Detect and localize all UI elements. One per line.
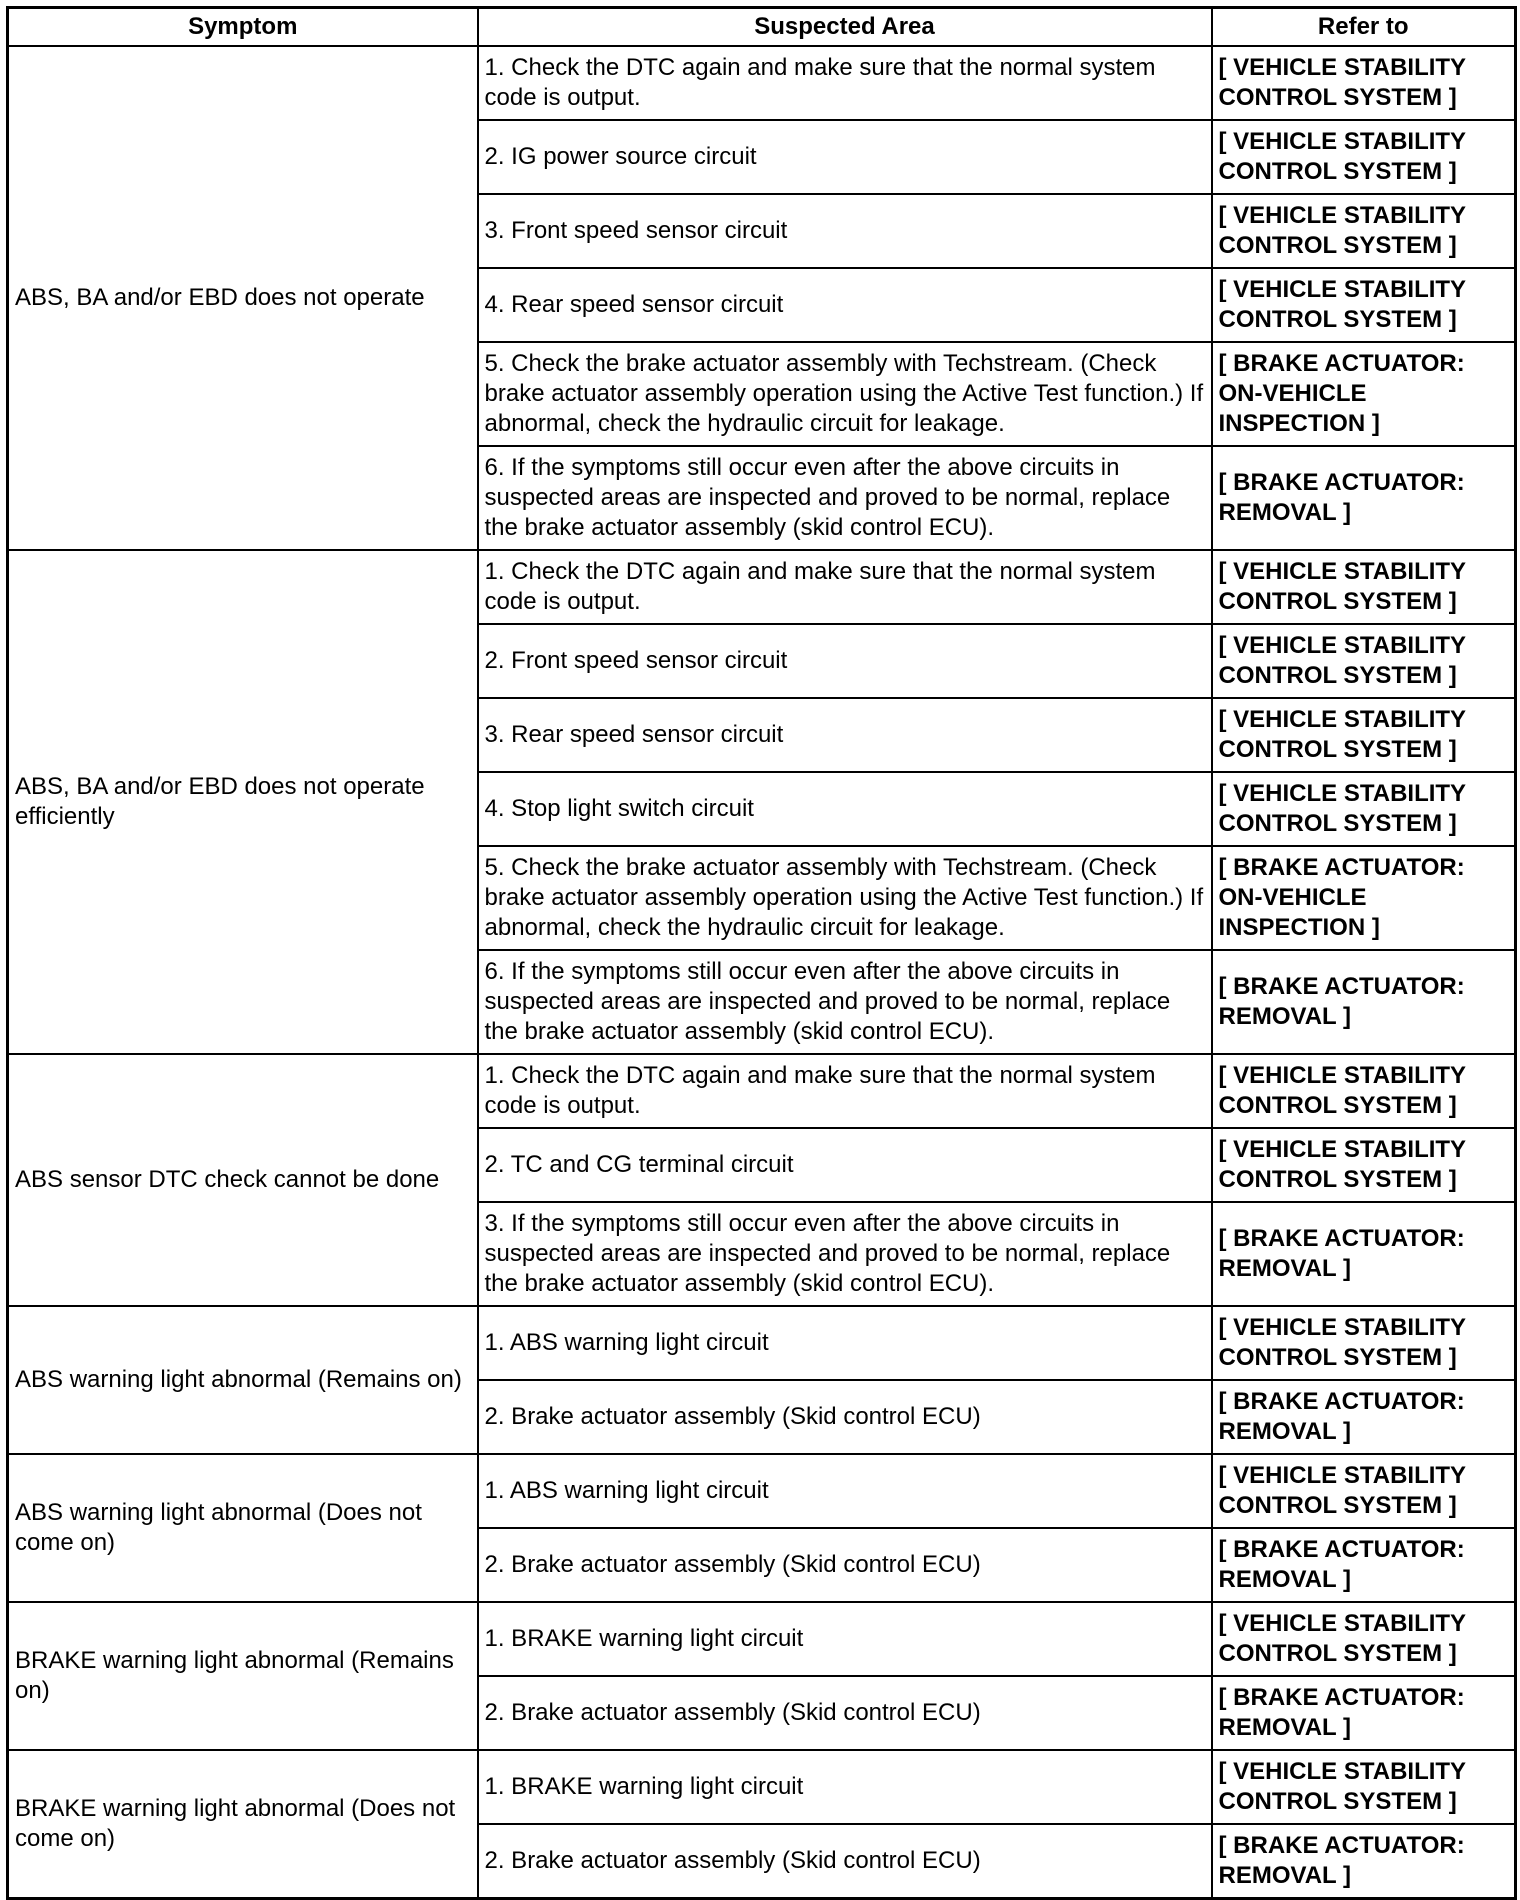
suspected-area-cell: 2. Brake actuator assembly (Skid control ECU) [478, 1824, 1212, 1899]
refer-to-cell: [ VEHICLE STABILITY CONTROL SYSTEM ] [1212, 1054, 1516, 1128]
refer-to-cell: [ VEHICLE STABILITY CONTROL SYSTEM ] [1212, 1306, 1516, 1380]
refer-to-cell: [ BRAKE ACTUATOR: REMOVAL ] [1212, 1380, 1516, 1454]
refer-to-cell: [ BRAKE ACTUATOR: REMOVAL ] [1212, 1202, 1516, 1306]
refer-to-cell: [ VEHICLE STABILITY CONTROL SYSTEM ] [1212, 624, 1516, 698]
suspected-area-cell: 5. Check the brake actuator assembly with Techstream. (Check brake actuator assembly operation using the Active Test function.) If abnormal, check the hydraulic circuit for leakage. [478, 846, 1212, 950]
suspected-area-cell: 1. BRAKE warning light circuit [478, 1750, 1212, 1824]
header-row [8, 8, 1516, 47]
refer-to-cell: [ VEHICLE STABILITY CONTROL SYSTEM ] [1212, 1454, 1516, 1528]
table-row [8, 1054, 1516, 1128]
header-suspected-area: Suspected Area [478, 8, 1212, 47]
suspected-area-cell: 5. Check the brake actuator assembly with Techstream. (Check brake actuator assembly operation using the Active Test function.) If abnormal, check the hydraulic circuit for leakage. [478, 342, 1212, 446]
table-row [8, 550, 1516, 624]
header-symptom: Symptom [8, 8, 478, 47]
header-refer-to: Refer to [1212, 8, 1516, 47]
refer-to-cell: [ VEHICLE STABILITY CONTROL SYSTEM ] [1212, 1750, 1516, 1824]
suspected-area-cell: 6. If the symptoms still occur even after the above circuits in suspected areas are inspected and proved to be normal, replace the brake actuator assembly (skid control ECU). [478, 446, 1212, 550]
symptom-cell: ABS warning light abnormal (Does not come on) [8, 1454, 478, 1602]
suspected-area-cell: 2. Front speed sensor circuit [478, 624, 1212, 698]
symptom-cell: ABS sensor DTC check cannot be done [8, 1054, 478, 1306]
table-row [8, 1602, 1516, 1676]
suspected-area-cell: 2. Brake actuator assembly (Skid control ECU) [478, 1380, 1212, 1454]
refer-to-cell: [ VEHICLE STABILITY CONTROL SYSTEM ] [1212, 1602, 1516, 1676]
problem-symptoms-table [6, 6, 1517, 1900]
suspected-area-cell: 3. If the symptoms still occur even after the above circuits in suspected areas are inspected and proved to be normal, replace the brake actuator assembly (skid control ECU). [478, 1202, 1212, 1306]
refer-to-cell: [ VEHICLE STABILITY CONTROL SYSTEM ] [1212, 120, 1516, 194]
suspected-area-cell: 4. Stop light switch circuit [478, 772, 1212, 846]
refer-to-cell: [ VEHICLE STABILITY CONTROL SYSTEM ] [1212, 698, 1516, 772]
suspected-area-cell: 1. Check the DTC again and make sure that the normal system code is output. [478, 1054, 1212, 1128]
symptom-cell: ABS warning light abnormal (Remains on) [8, 1306, 478, 1454]
table-row [8, 1750, 1516, 1824]
symptom-cell: BRAKE warning light abnormal (Remains on) [8, 1602, 478, 1750]
suspected-area-cell: 1. ABS warning light circuit [478, 1454, 1212, 1528]
refer-to-cell: [ BRAKE ACTUATOR: REMOVAL ] [1212, 1824, 1516, 1899]
symptom-cell: ABS, BA and/or EBD does not operate efficiently [8, 550, 478, 1054]
suspected-area-cell: 2. IG power source circuit [478, 120, 1212, 194]
suspected-area-cell: 2. Brake actuator assembly (Skid control ECU) [478, 1676, 1212, 1750]
table-row [8, 46, 1516, 120]
refer-to-cell: [ BRAKE ACTUATOR: ON-VEHICLE INSPECTION ] [1212, 342, 1516, 446]
suspected-area-cell: 3. Rear speed sensor circuit [478, 698, 1212, 772]
refer-to-cell: [ VEHICLE STABILITY CONTROL SYSTEM ] [1212, 194, 1516, 268]
suspected-area-cell: 6. If the symptoms still occur even after the above circuits in suspected areas are inspected and proved to be normal, replace the brake actuator assembly (skid control ECU). [478, 950, 1212, 1054]
refer-to-cell: [ VEHICLE STABILITY CONTROL SYSTEM ] [1212, 550, 1516, 624]
refer-to-cell: [ VEHICLE STABILITY CONTROL SYSTEM ] [1212, 1128, 1516, 1202]
refer-to-cell: [ VEHICLE STABILITY CONTROL SYSTEM ] [1212, 46, 1516, 120]
refer-to-cell: [ VEHICLE STABILITY CONTROL SYSTEM ] [1212, 268, 1516, 342]
refer-to-cell: [ BRAKE ACTUATOR: REMOVAL ] [1212, 950, 1516, 1054]
refer-to-cell: [ VEHICLE STABILITY CONTROL SYSTEM ] [1212, 772, 1516, 846]
suspected-area-cell: 1. ABS warning light circuit [478, 1306, 1212, 1380]
suspected-area-cell: 2. TC and CG terminal circuit [478, 1128, 1212, 1202]
refer-to-cell: [ BRAKE ACTUATOR: REMOVAL ] [1212, 1528, 1516, 1602]
table-row [8, 1306, 1516, 1380]
refer-to-cell: [ BRAKE ACTUATOR: REMOVAL ] [1212, 446, 1516, 550]
suspected-area-cell: 1. Check the DTC again and make sure that the normal system code is output. [478, 46, 1212, 120]
document-page [6, 6, 1517, 1900]
symptom-cell: BRAKE warning light abnormal (Does not come on) [8, 1750, 478, 1899]
symptom-cell: ABS, BA and/or EBD does not operate [8, 46, 478, 550]
suspected-area-cell: 3. Front speed sensor circuit [478, 194, 1212, 268]
suspected-area-cell: 2. Brake actuator assembly (Skid control ECU) [478, 1528, 1212, 1602]
refer-to-cell: [ BRAKE ACTUATOR: REMOVAL ] [1212, 1676, 1516, 1750]
refer-to-cell: [ BRAKE ACTUATOR: ON-VEHICLE INSPECTION ] [1212, 846, 1516, 950]
table-row [8, 1454, 1516, 1528]
suspected-area-cell: 1. Check the DTC again and make sure that the normal system code is output. [478, 550, 1212, 624]
suspected-area-cell: 1. BRAKE warning light circuit [478, 1602, 1212, 1676]
suspected-area-cell: 4. Rear speed sensor circuit [478, 268, 1212, 342]
